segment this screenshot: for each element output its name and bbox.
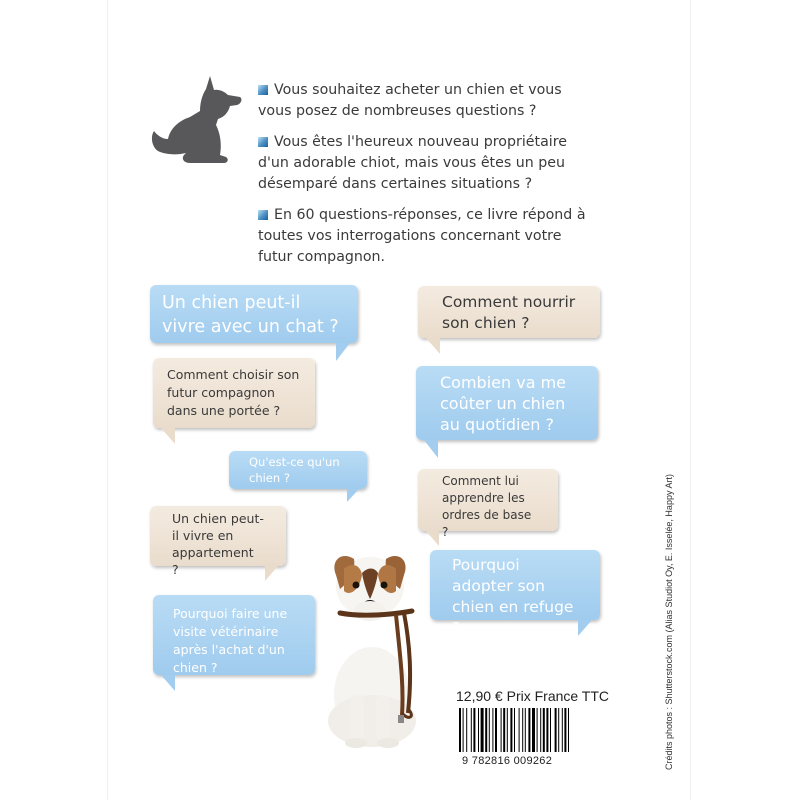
barcode-bar xyxy=(503,708,505,752)
barcode-bar xyxy=(525,708,526,752)
barcode-bar xyxy=(546,708,548,752)
question-text-5: Qu'est-ce qu'un chien ? xyxy=(249,455,340,485)
intro-text-2: Vous êtes l'heureux nouveau propriétaire d'un adorable chiot, mais vous êtes un peu désemparé dans certaines situations ? xyxy=(258,134,567,192)
question-text-4: Combien va me coûter un chien au quotidien ? xyxy=(440,373,567,434)
question-text-7: Un chien peut-il vivre en appartement ? xyxy=(172,511,264,577)
barcode-bar xyxy=(519,708,520,752)
barcode-bar xyxy=(543,708,545,752)
barcode-bar xyxy=(522,708,523,752)
square-bullet-icon xyxy=(258,85,268,95)
question-bubble-1 xyxy=(150,285,358,343)
question-bubble-9 xyxy=(153,595,315,675)
dog-photo xyxy=(300,545,440,750)
bubble-tail xyxy=(265,566,278,581)
barcode-bar xyxy=(459,708,461,752)
question-bubble-4 xyxy=(416,366,598,440)
barcode-bar xyxy=(550,708,551,752)
square-bullet-icon xyxy=(258,137,268,147)
barcode-bar xyxy=(514,708,515,752)
barcode-bar xyxy=(471,708,472,752)
barcode-bar xyxy=(481,708,484,752)
barcode-bar xyxy=(510,708,512,752)
question-bubble-3 xyxy=(153,358,315,428)
barcode-bar xyxy=(568,708,569,752)
barcode-bar xyxy=(489,708,490,752)
photo-credits: Crédits photos : Shutterstock.com (Alias Studiot Oy, E. Isselée, Happy Art) xyxy=(664,474,674,770)
barcode-bar xyxy=(501,708,502,752)
barcode-bar xyxy=(485,708,487,752)
question-bubble-6 xyxy=(418,469,558,539)
barcode xyxy=(455,708,607,758)
barcode-bar xyxy=(555,708,557,752)
question-text-8: Pourquoi adopter son chien en refuge ? xyxy=(452,556,574,637)
question-bubble-2 xyxy=(418,286,600,338)
bubble-tail xyxy=(347,489,359,502)
barcode-bar xyxy=(492,708,493,752)
bubble-tail xyxy=(426,338,440,354)
barcode-bar xyxy=(532,708,535,752)
barcode-bar xyxy=(507,708,508,752)
bubble-tail xyxy=(161,428,175,444)
barcode-bar xyxy=(558,708,559,752)
barcode-bar xyxy=(473,708,475,752)
question-bubble-5 xyxy=(229,451,367,489)
barcode-bar xyxy=(562,708,563,752)
price-label: 12,90 € Prix France TTC xyxy=(456,688,610,704)
barcode-bar xyxy=(478,708,479,752)
isbn-number: 9 782816 009262 xyxy=(462,755,553,767)
barcode-bar xyxy=(463,708,464,752)
barcode-bar xyxy=(528,708,530,752)
question-text-2: Comment nourrir son chien ? xyxy=(442,293,576,332)
question-text-3: Comment choisir son futur compagnon dans une portée ? xyxy=(167,367,300,418)
barcode-bar xyxy=(540,708,541,752)
barcode-bar xyxy=(537,708,538,752)
intro-text xyxy=(258,80,588,278)
bubble-tail xyxy=(336,343,350,361)
question-text-9: Pourquoi faire une visite vétérinaire après l'achat d'un chien ? xyxy=(173,606,288,675)
question-bubble-8 xyxy=(430,550,600,637)
intro-paragraph-3 xyxy=(258,205,588,268)
barcode-bar xyxy=(466,708,467,752)
bubble-tail xyxy=(161,675,175,691)
intro-paragraph-2 xyxy=(258,132,588,195)
barcode-bar xyxy=(564,708,566,752)
question-bubble-7 xyxy=(150,506,286,577)
intro-paragraph-1 xyxy=(258,80,588,122)
intro-text-1: Vous souhaitez acheter un chien et vous vous posez de nombreuses questions ? xyxy=(258,82,562,119)
intro-text-3: En 60 questions-réponses, ce livre répond à toutes vos interrogations concernant votre futur compagnon. xyxy=(258,207,586,265)
bubble-tail xyxy=(424,440,438,458)
question-text-6: Comment lui apprendre les ordres de base ? xyxy=(442,474,532,539)
bubble-tail xyxy=(578,620,592,636)
question-text-1: Un chien peut-il vivre avec un chat ? xyxy=(162,293,339,337)
dog-silhouette-icon xyxy=(148,73,248,168)
bubble-tail xyxy=(426,531,439,546)
barcode-bar xyxy=(495,708,497,752)
square-bullet-icon xyxy=(258,210,268,220)
